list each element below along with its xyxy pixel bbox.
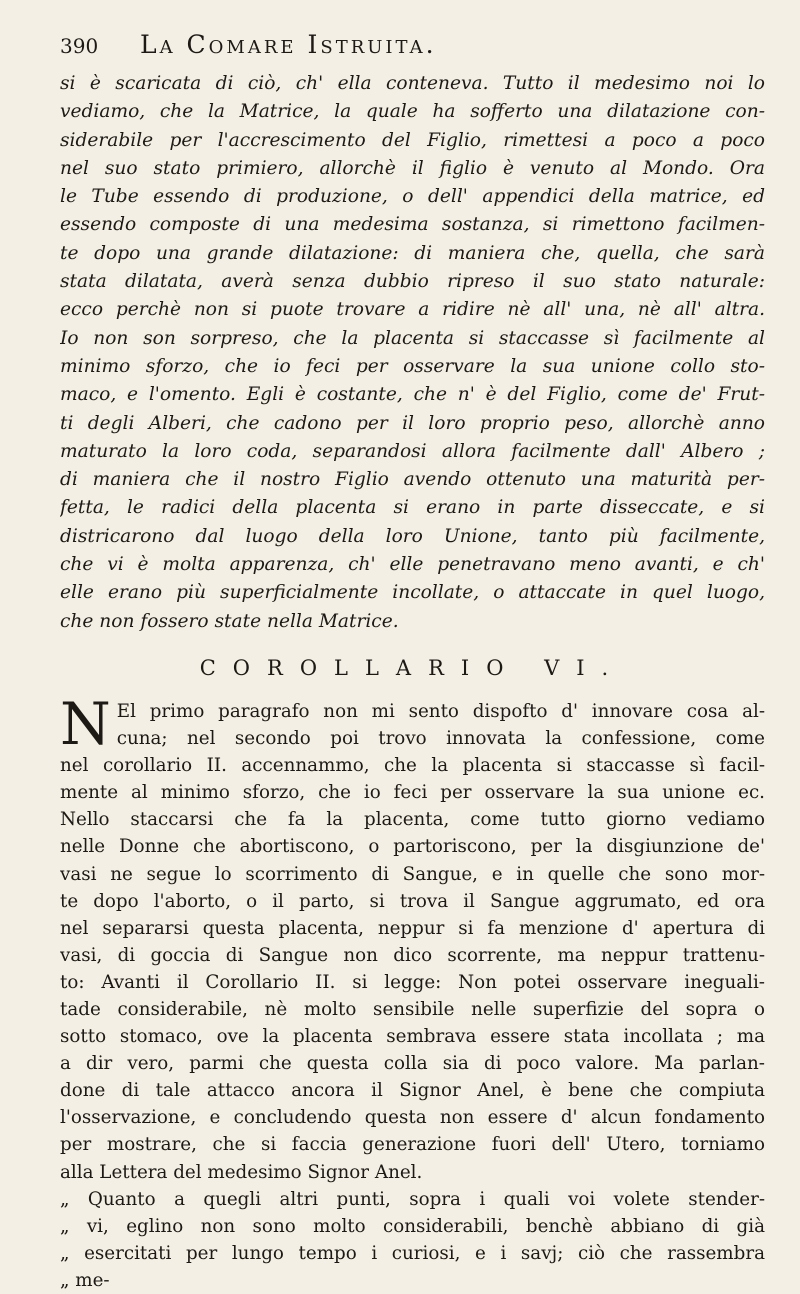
text-line: stata dilatata, averà senza dubbio ripreso il suo stato naturale: (60, 271, 765, 293)
text-line: per mostrare, che si faccia generazione fuori dell' Utero, torniamo (60, 1134, 765, 1156)
drop-cap: N (60, 689, 111, 758)
text-line: che non fossero state nella Matrice. (60, 610, 399, 632)
text-line: cuna; nel secondo poi trovo innovata la confessione, come (116, 728, 765, 750)
book-page (60, 30, 765, 1291)
text-line: „ Quanto a quegli altri punti, sopra i quali voi volete stender- (60, 1188, 765, 1210)
text-line: nelle Donne che abortiscono, o partoriscono, per la disgiunzione de' (60, 836, 765, 858)
text-line: El primo paragrafo non mi sento dispofto d' innovare cosa al- (116, 700, 765, 722)
text-line: vasi, di goccia di Sangue non dico scorrente, ma neppur trattenu- (60, 944, 765, 966)
text-line: tade considerabile, nè molto sensibile nelle superfizie del sopra o (60, 998, 765, 1020)
text-line: Nello staccarsi che fa la placenta, come tutto giorno vediamo (60, 809, 765, 831)
text-line: elle erano più superficialmente incollate, o attaccate in quel luogo, (60, 582, 765, 604)
text-line: sotto stomaco, ove la placenta sembrava essere stata incollata ; ma (60, 1026, 765, 1048)
page-number: 390 (60, 34, 99, 58)
text-line: vediamo, che la Matrice, la quale ha sofferto una dilatazione con- (60, 101, 765, 123)
text-line: te dopo una grande dilatazione: di maniera che, quella, che sarà (60, 242, 765, 264)
text-line: districarono dal luogo della loro Unione, tanto più facilmente, (60, 525, 765, 547)
text-line: „ vi, eglino non sono molto considerabili, benchè abbiano di già (60, 1215, 765, 1237)
text-line: alla Lettera del medesimo Signor Anel. (60, 1161, 423, 1183)
text-line: te dopo l'aborto, o il parto, si trova il Sangue aggrumato, ed ora (60, 890, 765, 912)
page-header (60, 30, 765, 70)
text-line: che vi è molta apparenza, ch' elle penetravano meno avanti, e ch' (60, 554, 765, 576)
text-line: le Tube essendo di produzione, o dell' appendici della matrice, ed (60, 186, 765, 208)
text-line: done di tale attacco ancora il Signor Anel, è bene che compiuta (60, 1080, 765, 1102)
text-line: mente al minimo sforzo, che io feci per osservare la sua unione ec. (60, 782, 765, 804)
text-line: to: Avanti il Corollario II. si legge: Non potei osservare ineguali- (60, 971, 765, 993)
text-line: nel corollario II. accennammo, che la placenta si staccasse sì facil- (60, 755, 765, 777)
text-line: vasi ne segue lo scorrimento di Sangue, e in quelle che sono mor- (60, 863, 765, 885)
body-paragraph (60, 689, 765, 1294)
text-line: essendo composte di una medesima sostanza, si rimettono facilmen- (60, 214, 765, 236)
italic-paragraph (60, 70, 765, 636)
text-line: maturato la loro coda, separandosi allora facilmente dall' Albero ; (60, 440, 765, 462)
text-line: Io non son sorpreso, che la placenta si staccasse sì facilmente al (60, 327, 765, 349)
text-line: fetta, le radici della placenta si erano in parte disseccate, e si (60, 497, 765, 519)
text-line: minimo sforzo, che io feci per osservare la sua unione collo sto- (60, 355, 765, 377)
text-line: „ me- (60, 1269, 110, 1291)
text-line: siderabile per l'accrescimento del Figlio, rimettesi a poco a poco (60, 129, 765, 151)
text-line: maco, e l'omento. Egli è costante, che n' è del Figlio, come de' Frut- (60, 384, 765, 406)
text-line: „ esercitati per lungo tempo i curiosi, e i savj; ciò che rassembra (60, 1242, 765, 1264)
running-title: La Comare Istruita. (140, 30, 437, 59)
text-line: nel suo stato primiero, allorchè il figlio è venuto al Mondo. Ora (60, 157, 765, 179)
text-line: nel separarsi questa placenta, neppur si fa menzione d' apertura di (60, 917, 765, 939)
text-line: si è scaricata di ciò, ch' ella conteneva. Tutto il medesimo noi lo (60, 73, 765, 94)
text-line: ti degli Alberi, che cadono per il loro proprio peso, allorchè anno (60, 412, 765, 434)
section-heading: COROLLARIO VI. (199, 655, 626, 680)
text-line: ecco perchè non si puote trovare a ridire nè all' una, nè all' altra. (60, 299, 765, 321)
text-line: l'osservazione, e concludendo questa non essere d' alcun fondamento (60, 1107, 765, 1129)
text-line: a dir vero, parmi che questa colla sia di poco valore. Ma parlan- (60, 1053, 765, 1075)
text-line: di maniera che il nostro Figlio avendo ottenuto una maturità per- (60, 469, 765, 491)
